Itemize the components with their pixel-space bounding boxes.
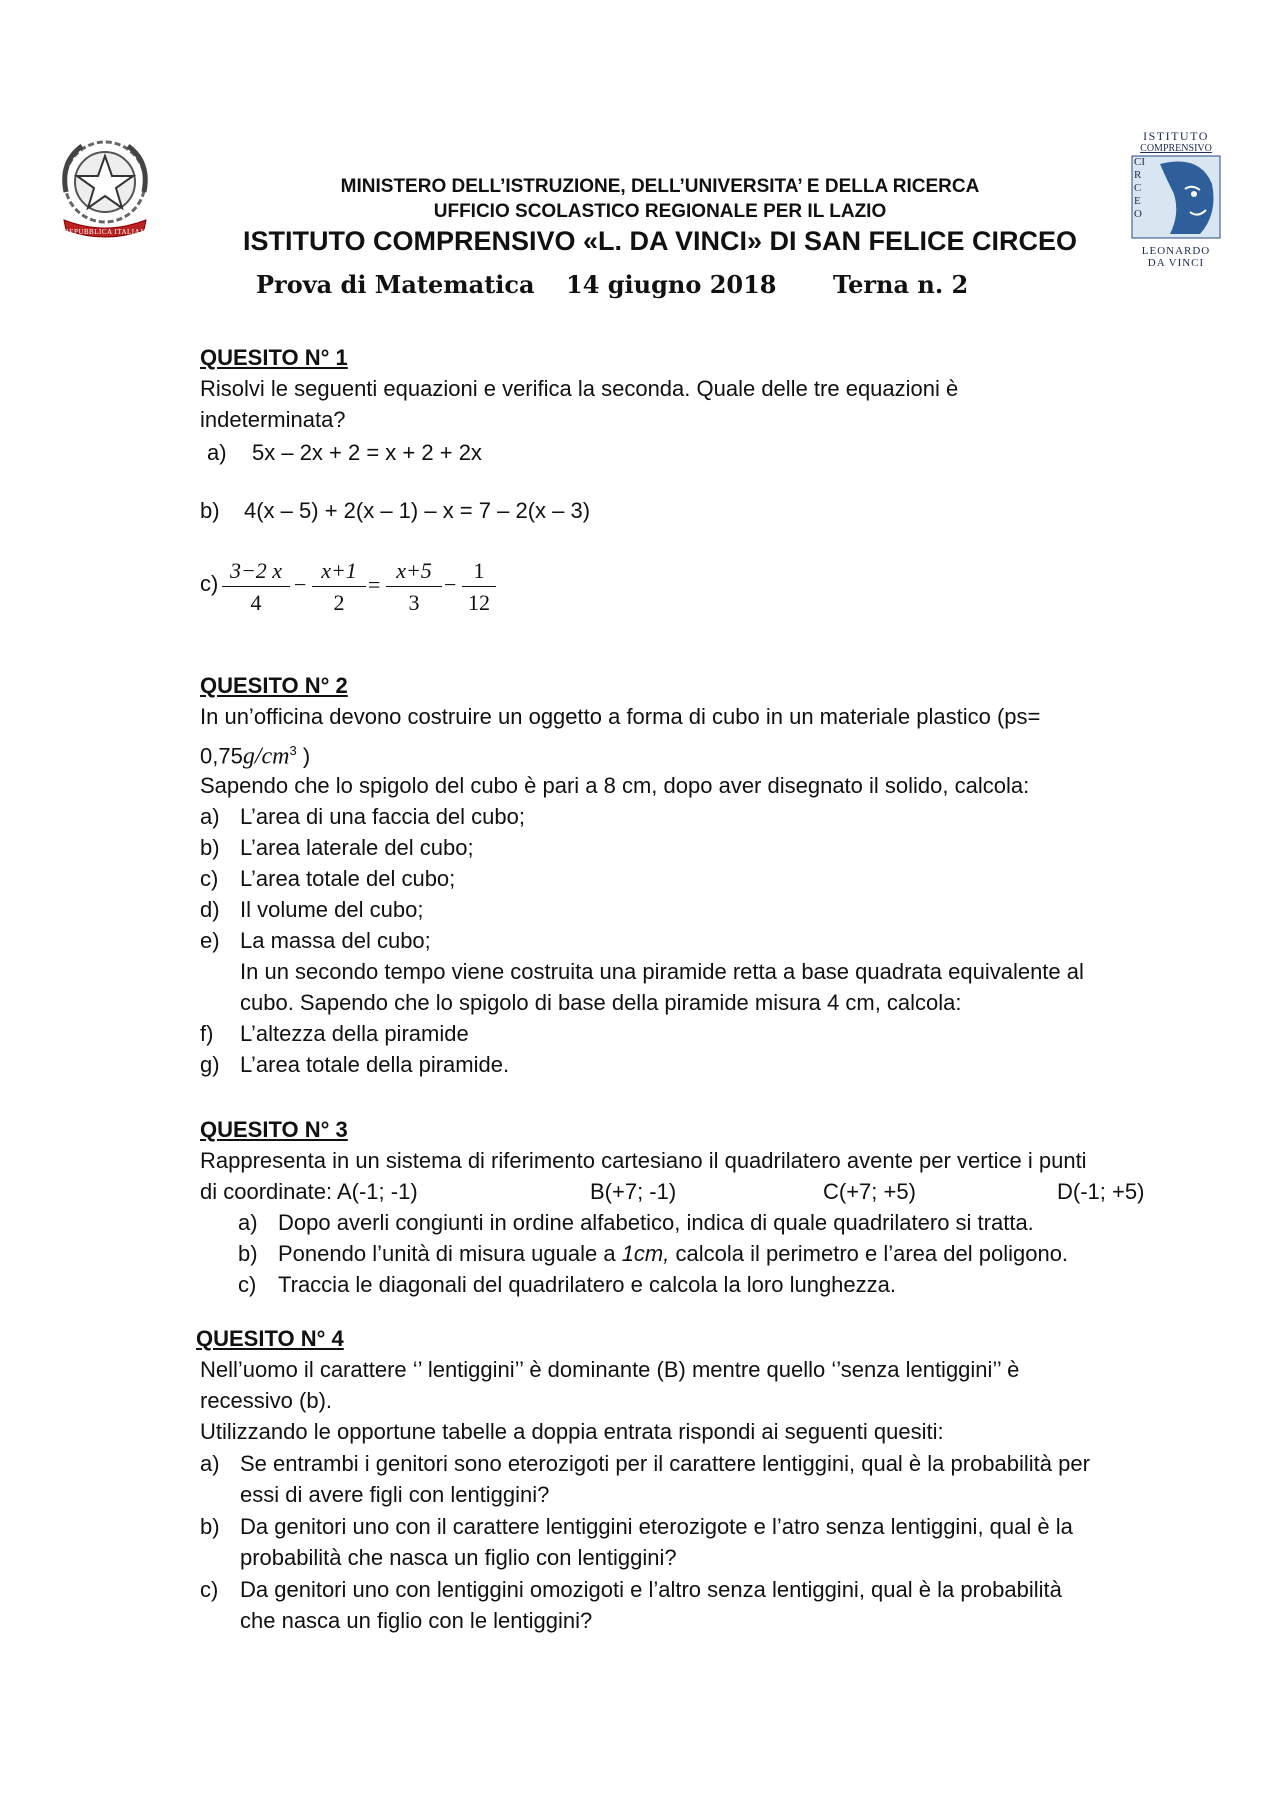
- operator-minus-2: −: [444, 572, 457, 597]
- fraction-3-numerator: x+5: [386, 556, 442, 587]
- q2-item-c: c) L’area totale del cubo;: [200, 866, 456, 891]
- q3-coord-d: D(-1; +5): [1057, 1179, 1145, 1204]
- fraction-3: [386, 556, 442, 619]
- q3-title: QUESITO N° 3: [200, 1117, 348, 1142]
- q4-item-b-line2: probabilità che nasca un figlio con lentiggini?: [240, 1545, 677, 1570]
- q2-title: QUESITO N° 2: [200, 673, 348, 698]
- q4-text-line1: Nell’uomo il carattere ‘’ lentiggini’’ è dominante (B) mentre quello ‘’senza lentiggini’’ è: [200, 1357, 1020, 1382]
- q2-item-f: f) L’altezza della piramide: [200, 1021, 469, 1046]
- fraction-4-denominator: 12: [468, 590, 490, 615]
- logo-text-istituto: ISTITUTO: [1143, 129, 1209, 143]
- fraction-4-numerator: 1: [462, 556, 496, 587]
- fraction-2-numerator: x+1: [312, 556, 366, 587]
- q4-item-a-line2: essi di avere figli con lentiggini?: [240, 1482, 550, 1507]
- q3-item-a: a) Dopo averli congiunti in ordine alfabetico, indica di quale quadrilatero si tratta.: [238, 1210, 1034, 1235]
- test-terna: Terna n. 2: [833, 270, 969, 299]
- q1-c-label: c): [200, 571, 219, 596]
- operator-equals: =: [368, 572, 381, 597]
- q2-text: Sapendo che lo spigolo del cubo è pari a 8 cm, dopo aver disegnato il solido, calcola:: [200, 773, 1030, 798]
- logo-text-da-vinci: DA VINCI: [1147, 257, 1205, 269]
- q2-cont-line1: In un secondo tempo viene costruita una piramide retta a base quadrata equivalente al: [240, 959, 1084, 984]
- test-title: Prova di Matematica: [256, 270, 535, 299]
- q4-item-c-line2: che nasca un figlio con le lentiggini?: [240, 1608, 593, 1633]
- q2-intro-line2: [200, 737, 310, 770]
- fraction-2: [312, 556, 366, 619]
- header-school-name: ISTITUTO COMPRENSIVO «L. DA VINCI» DI SAN FELICE CIRCEO: [242, 226, 1078, 256]
- q4-item-a-line1: a) Se entrambi i genitori sono eterozigoti per il carattere lentiggini, qual è la probabilità per: [200, 1451, 1090, 1476]
- fraction-4: [462, 556, 496, 619]
- q3-item-c: c) Traccia le diagonali del quadrilatero e calcola la loro lunghezza.: [238, 1272, 896, 1297]
- q1-text-line2: indeterminata?: [200, 407, 346, 432]
- logo-text-leonardo: LEONARDO: [1141, 245, 1211, 257]
- density-value: 0,75: [200, 743, 243, 769]
- q2-item-a: a) L’area di una faccia del cubo;: [200, 804, 525, 829]
- q2-intro-line1: In un’officina devono costruire un oggetto a forma di cubo in un materiale plastico (ps=: [200, 704, 1041, 729]
- q3-text-line1: Rappresenta in un sistema di riferimento cartesiano il quadrilatero avente per vertice i punti: [200, 1148, 1087, 1173]
- q4-title: QUESITO N° 4: [196, 1326, 344, 1351]
- fraction-1: [222, 556, 290, 619]
- q4-item-c-line1: c) Da genitori uno con lentiggini omozigoti e l’altro senza lentiggini, qual è la probabilità: [200, 1577, 1062, 1602]
- density-close: ): [296, 743, 311, 769]
- fraction-1-denominator: 4: [250, 590, 262, 615]
- q3-coord-a: di coordinate: A(-1; -1): [200, 1179, 418, 1204]
- q4-text-line3: Utilizzando le opportune tabelle a doppia entrata rispondi ai seguenti quesiti:: [200, 1419, 944, 1444]
- header-regional-office: UFFICIO SCOLASTICO REGIONALE PER IL LAZIO: [433, 201, 887, 222]
- q2-item-e: e) La massa del cubo;: [200, 928, 431, 953]
- q1-b-label: b): [200, 498, 220, 523]
- fraction-3-denominator: 3: [408, 590, 420, 615]
- emblem-ribbon-text: REPUBBLICA ITALIANA: [64, 228, 152, 236]
- q1-c-equation: [222, 556, 522, 626]
- q1-title: QUESITO N° 1: [200, 345, 348, 370]
- q4-item-b-line1: b) Da genitori uno con il carattere lentiggini eterozigote e l’atro senza lentiggini, qual è la: [200, 1514, 1073, 1539]
- logo-side-text: CIRCEO: [1134, 156, 1145, 220]
- q4-text-line2: recessivo (b).: [200, 1388, 333, 1413]
- q3-coord-c: C(+7; +5): [823, 1179, 916, 1204]
- q1-text-line1: Risolvi le seguenti equazioni e verifica la seconda. Quale delle tre equazioni è: [200, 376, 959, 401]
- q1-a-equation: 5x – 2x + 2 = x + 2 + 2x: [252, 440, 482, 465]
- density-exponent: 3: [289, 743, 297, 758]
- q2-cont-line2: cubo. Sapendo che lo spigolo di base della piramide misura 4 cm, calcola:: [240, 990, 962, 1015]
- q3-item-b: b) Ponendo l’unità di misura uguale a 1cm, calcola il perimetro e l’area del poligono.: [238, 1241, 1069, 1266]
- operator-minus-1: −: [294, 572, 307, 597]
- fraction-1-numerator: 3−2 x: [222, 556, 290, 587]
- q1-b-equation: 4(x – 5) + 2(x – 1) – x = 7 – 2(x – 3): [244, 498, 591, 523]
- header-ministry: MINISTERO DELL’ISTRUZIONE, DELL’UNIVERSITA’ E DELLA RICERCA: [340, 176, 980, 197]
- fraction-2-denominator: 2: [333, 590, 345, 615]
- q1-a-label: a): [207, 440, 227, 465]
- logo-text-comprensivo: COMPRENSIVO: [1140, 143, 1212, 154]
- q2-item-b: b) L’area laterale del cubo;: [200, 835, 474, 860]
- q2-item-d: d) Il volume del cubo;: [200, 897, 424, 922]
- q2-item-g: g) L’area totale della piramide.: [200, 1052, 510, 1077]
- q3-coord-b: B(+7; -1): [590, 1179, 677, 1204]
- density-unit: g/cm: [242, 743, 290, 770]
- test-date: 14 giugno 2018: [566, 270, 777, 299]
